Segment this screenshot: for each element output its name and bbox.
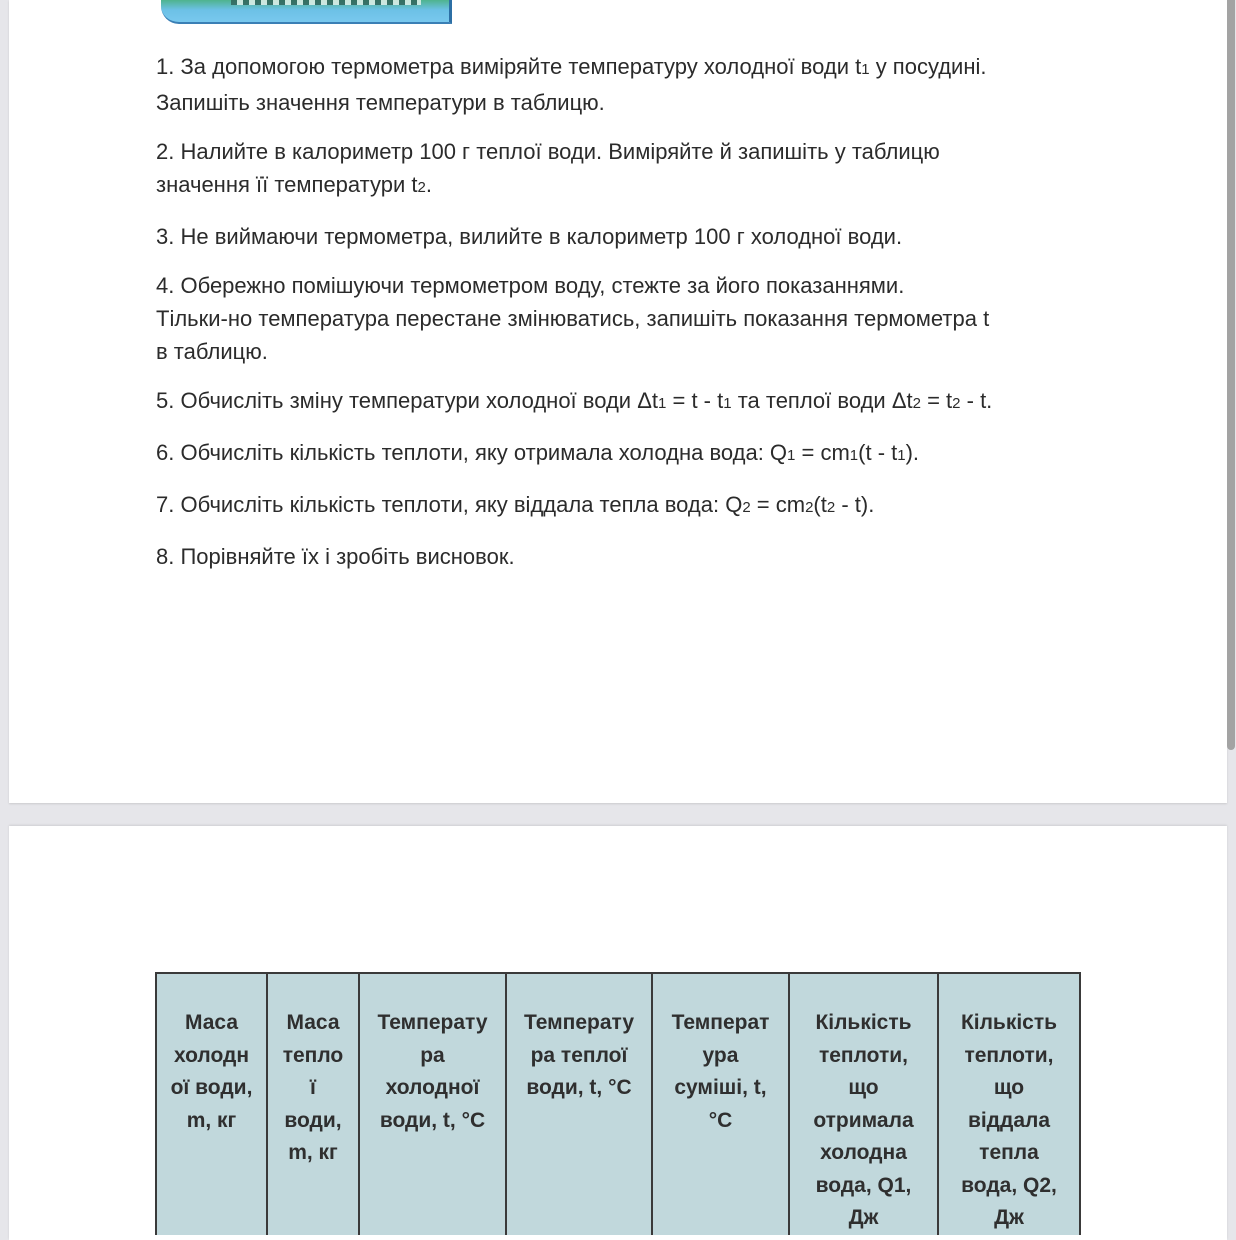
step-number: 1. — [156, 54, 175, 79]
header-warm-water-temp — [506, 973, 652, 1235]
step-number: 4. — [156, 273, 175, 298]
header-cold-water-temp — [359, 973, 506, 1235]
step-6 — [156, 436, 1076, 472]
header-line: суміші, t, — [674, 1076, 767, 1099]
header-line: теплоти, — [818, 1043, 909, 1067]
step-text: - t. — [960, 388, 993, 413]
scrollbar-thumb[interactable] — [1227, 0, 1235, 750]
header-line: що — [848, 1076, 879, 1099]
step-text: (t - t — [858, 440, 898, 465]
step-3 — [156, 220, 1076, 253]
header-mixture-temp — [652, 973, 789, 1235]
header-line: Дж — [994, 1206, 1024, 1229]
header-line: ої води, — [170, 1076, 253, 1099]
subscript: 2 — [826, 499, 836, 516]
header-line: води, t, °C — [526, 1076, 632, 1099]
subscript: 2 — [742, 499, 751, 516]
step-text: та теплої води Δt — [731, 388, 913, 413]
subscript: 2 — [417, 179, 426, 196]
header-line: теплоти, — [964, 1043, 1054, 1067]
thermometer-image — [161, 0, 452, 24]
header-line: холодна — [820, 1141, 907, 1164]
header-warm-water-mass — [267, 973, 359, 1235]
step-text: Обчисліть кількість теплоти, яку віддала тепла вода: Q — [180, 492, 743, 517]
header-line: тепла — [979, 1141, 1039, 1164]
header-line: Кількість — [815, 1011, 912, 1034]
step-number: 5. — [156, 388, 175, 413]
header-heat-received — [789, 973, 938, 1235]
step-text: . — [425, 172, 432, 197]
subscript: 1 — [849, 447, 859, 464]
header-line: вода, Q1, — [815, 1173, 912, 1197]
step-text: = t — [920, 388, 953, 413]
step-text: = cm — [750, 492, 806, 517]
header-line: що — [993, 1076, 1025, 1099]
step-8 — [156, 540, 1076, 573]
header-line: отримала — [813, 1108, 914, 1132]
subscript: 1 — [861, 61, 870, 78]
header-line: води, — [284, 1108, 342, 1132]
step-text: Обчисліть зміну температури холодної води Δt — [180, 388, 659, 413]
step-number: 7. — [156, 492, 175, 517]
step-1 — [156, 50, 1076, 119]
step-number: 3. — [156, 224, 175, 249]
header-line: ра теплої — [530, 1043, 628, 1067]
step-text: Запишіть значення температури в таблицю. — [156, 90, 605, 115]
step-text: Порівняйте їх і зробіть висновок. — [180, 544, 515, 569]
step-text: Тільки-но температура перестане змінюватись, запишіть показання термометра t — [156, 306, 990, 331]
step-text: = cm — [795, 440, 850, 465]
header-cold-water-mass — [156, 973, 267, 1235]
step-number: 6. — [156, 440, 175, 465]
header-line: ра — [420, 1043, 445, 1067]
step-4 — [156, 269, 1076, 368]
document-page-2 — [9, 826, 1227, 1240]
document-page-1 — [9, 0, 1227, 803]
header-line: Температу — [377, 1011, 488, 1034]
header-heat-given — [938, 973, 1080, 1235]
step-text: в таблицю. — [156, 339, 268, 364]
instruction-list — [156, 50, 1076, 589]
header-line: води, t, °C — [379, 1108, 486, 1132]
header-line: тепло — [282, 1043, 344, 1067]
header-line: ї — [310, 1076, 316, 1099]
header-line: Кількість — [960, 1011, 1058, 1034]
subscript: 2 — [952, 395, 961, 412]
header-line: m, кг — [288, 1141, 338, 1164]
header-line: холодної — [385, 1076, 480, 1099]
header-line: °C — [708, 1108, 733, 1132]
step-text: ). — [905, 440, 920, 465]
header-line: Температу — [523, 1011, 635, 1034]
header-line: m, кг — [186, 1108, 237, 1132]
header-line: вода, Q2, — [961, 1173, 1057, 1197]
subscript: 1 — [658, 395, 667, 412]
thermometer-scale — [231, 0, 421, 5]
step-7 — [156, 488, 1076, 524]
subscript: 1 — [897, 447, 906, 464]
step-5 — [156, 384, 1076, 420]
subscript: 1 — [723, 395, 732, 412]
step-text: Обчисліть кількість теплоти, яку отримала холодна вода: Q — [180, 440, 788, 465]
step-number: 8. — [156, 544, 175, 569]
subscript: 1 — [787, 447, 796, 464]
step-number: 2. — [156, 139, 175, 164]
step-text: = t - t — [666, 388, 724, 413]
table-header-row — [156, 973, 1080, 1235]
step-text: у посудині. — [869, 54, 987, 79]
results-table — [155, 972, 1081, 1235]
step-text: Обережно помішуючи термометром воду, стежте за його показаннями. — [180, 273, 905, 298]
subscript: 2 — [805, 499, 814, 516]
header-line: віддала — [967, 1108, 1051, 1132]
header-line: Маса — [184, 1011, 239, 1034]
step-text: За допомогою термометра виміряйте температуру холодної води t — [180, 54, 862, 79]
step-text: Не виймаючи термометра, вилийте в калориметр 100 г холодної води. — [180, 224, 903, 249]
step-text: значення її температури t — [156, 172, 418, 197]
step-text: - t). — [835, 492, 875, 517]
step-text: (t — [813, 492, 827, 517]
header-line: Температ — [671, 1011, 770, 1034]
header-line: холодн — [173, 1043, 250, 1067]
subscript: 2 — [912, 395, 921, 412]
step-2 — [156, 135, 1076, 204]
step-text: Налийте в калориметр 100 г теплої води. Виміряйте й запишіть у таблицю — [180, 139, 940, 164]
header-line: Маса — [286, 1011, 340, 1034]
header-line: ура — [702, 1043, 739, 1067]
header-line: Дж — [848, 1206, 879, 1229]
